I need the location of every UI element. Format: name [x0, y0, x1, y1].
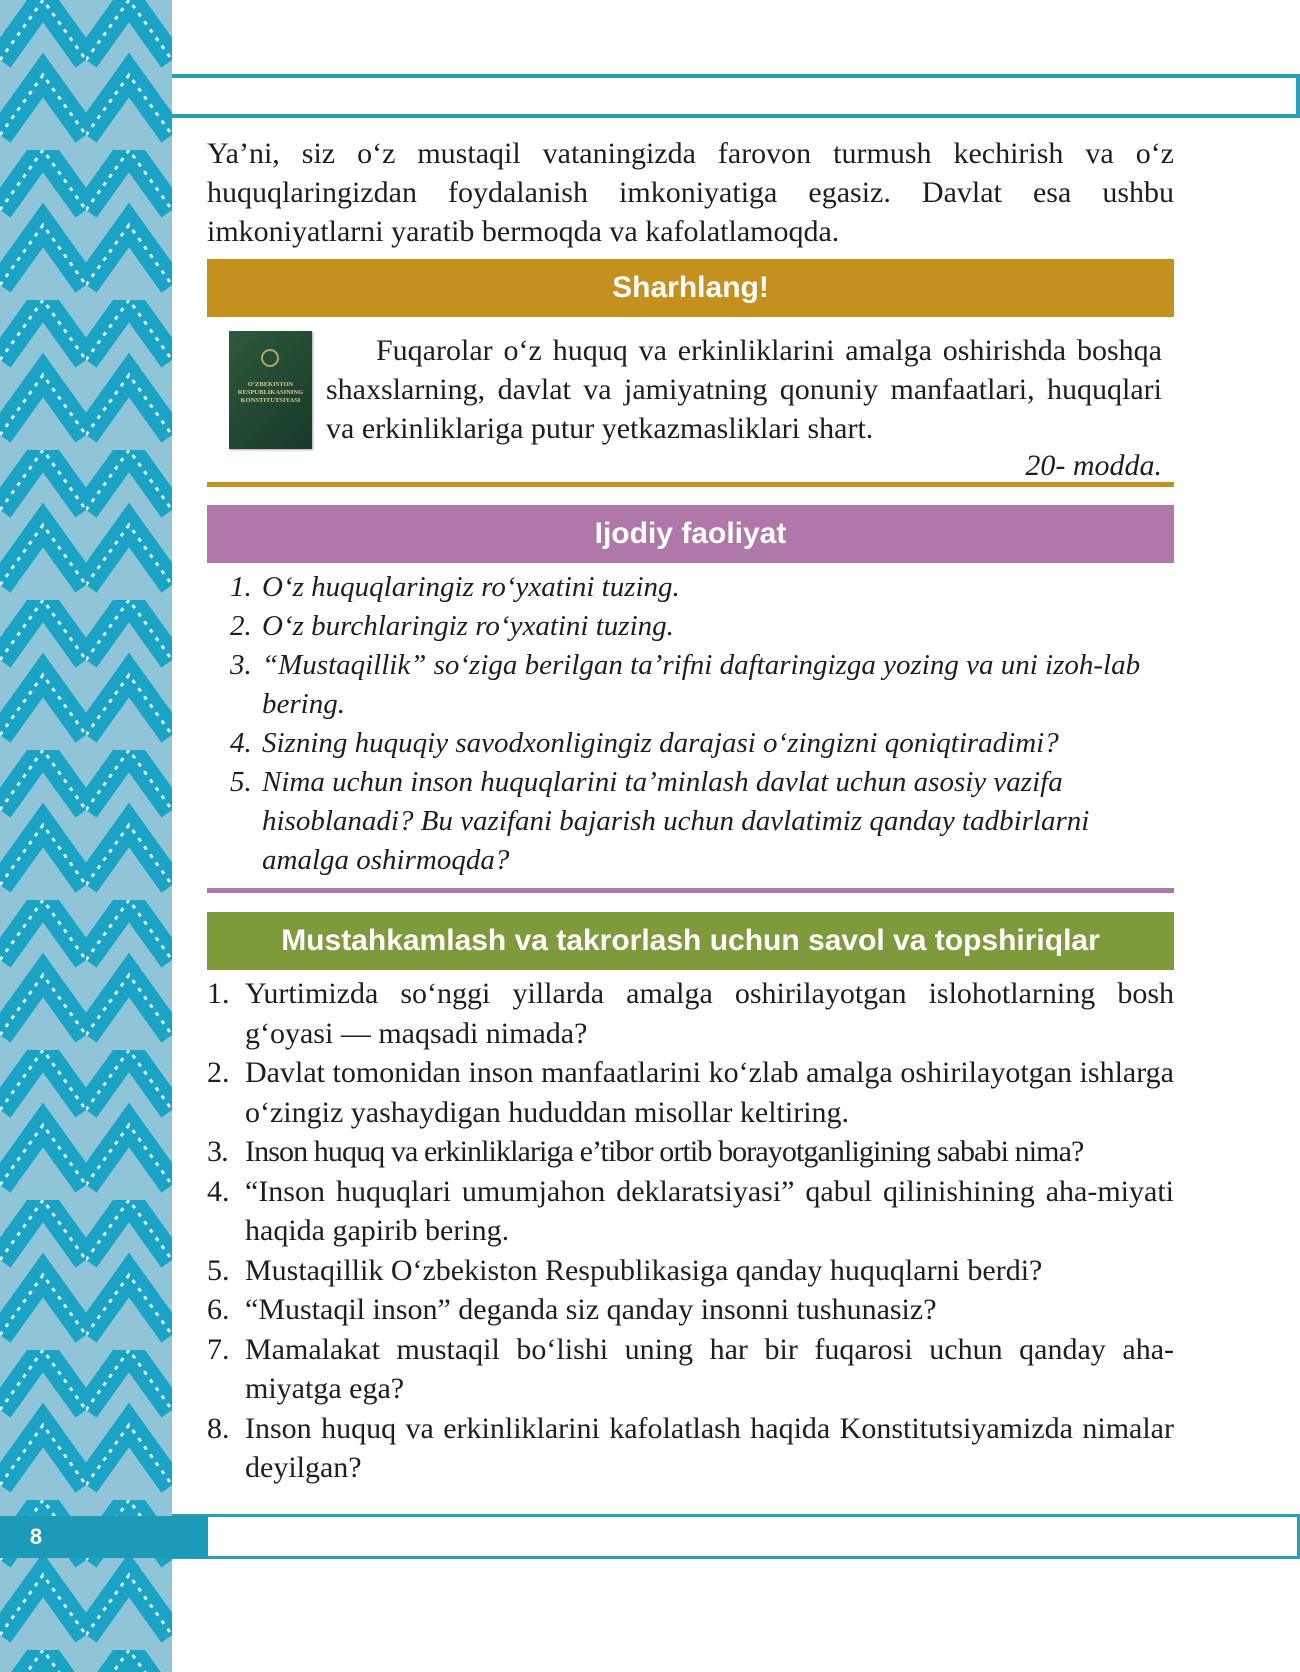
item-text: Davlat tomonidan inson manfaatlarini ko‘zlab amalga oshirilayotgan ishlarga o‘zingiz yashaydigan hududdan misollar keltiring. [245, 1056, 1174, 1129]
list-item [230, 646, 1154, 724]
item-number: 7. [207, 1332, 230, 1366]
header-rule-bottom [172, 114, 1300, 118]
item-number: 6. [207, 1293, 230, 1326]
quote-source: 20- modda. [1025, 449, 1162, 482]
side-ornament [0, 0, 172, 1672]
list-item [207, 1172, 1174, 1251]
item-number: 2. [230, 610, 252, 642]
header-rule-top [172, 74, 1300, 78]
list-item [207, 1251, 1174, 1291]
sharhlang-divider [207, 482, 1174, 487]
ijodiy-list [230, 568, 1154, 880]
item-text: Yurtimizda so‘nggi yillarda amalga oshirilayotgan islohotlarning bosh g‘oyasi — maqsadi nimada? [245, 977, 1174, 1050]
list-item [207, 1290, 1174, 1330]
book-cover-title: O‘ZBEKISTON RESPUBLIKASINING KONSTITUTSIYASI [237, 381, 304, 404]
item-text: O‘z burchlaringiz ro‘yxatini tuzing. [262, 610, 674, 642]
mustahkamlash-heading: Mustahkamlash va takrorlash uchun savol va topshiriqlar [207, 912, 1174, 970]
header-rule-right [1296, 74, 1300, 118]
sharhlang-heading: Sharhlang! [207, 259, 1174, 317]
item-number: 4. [230, 727, 252, 759]
item-number: 3. [230, 649, 252, 681]
list-item [207, 1132, 1174, 1172]
list-item [230, 724, 1154, 763]
list-item [207, 974, 1174, 1053]
item-text: Mamalakat mustaqil bo‘lishi uning har bir fuqarosi uchun qanday aha-miyatga ega? [245, 1332, 1174, 1405]
item-number: 3. [207, 1135, 228, 1168]
footer-rule-bottom [172, 1556, 1300, 1559]
list-item [230, 607, 1154, 646]
list-item [230, 763, 1154, 880]
item-text: Inson huquq va erkinliklarini kafolatlash haqida Konstitutsiyamizda nimalar deyilgan? [245, 1411, 1174, 1484]
state-emblem-icon [261, 349, 279, 367]
item-text: “Mustaqillik” so‘ziga berilgan ta’rifni daftaringizga yozing va uni izoh-lab bering. [262, 649, 1141, 720]
item-text: Nima uchun inson huquqlarini ta’minlash davlat uchun asosiy vazifa hisoblanadi? Bu vazifani bajarish uchun davlatimiz qanday tadbirlarni amalga oshirmoqda? [262, 766, 1090, 876]
item-text: Sizning huquqiy savodxonligingiz darajasi o‘zingizni qoniqtiradimi? [262, 727, 1059, 759]
constitution-quote: Fuqarolar o‘z huquq va erkinliklarini amalga oshirishda boshqa shaxslarning, davlat va jamiyatning qonuniy manfaatlari, huquqlari va erkinliklariga putur yetkazmasliklari shart. [326, 334, 1162, 445]
item-text: “Mustaqil inson” deganda siz qanday insonni tushunasiz? [245, 1293, 937, 1326]
footer-rule-top [172, 1514, 1300, 1517]
item-text: Inson huquq va erkinliklariga e’tibor ortib borayotganligining sababi nima? [245, 1135, 1084, 1168]
list-item [207, 1330, 1174, 1409]
item-text: Mustaqillik O‘zbekiston Respublikasiga qanday huquqlarni berdi? [245, 1253, 1043, 1287]
item-number: 2. [207, 1056, 230, 1089]
item-number: 4. [207, 1174, 230, 1208]
mustahkamlash-list [207, 974, 1174, 1488]
item-number: 1. [207, 977, 230, 1010]
list-item [207, 1053, 1174, 1132]
constitution-book-image [229, 331, 312, 449]
page-number: 8 [0, 1516, 208, 1558]
list-item [207, 1409, 1174, 1488]
ijodiy-divider [207, 888, 1174, 893]
item-number: 8. [207, 1411, 230, 1445]
ijodiy-heading: Ijodiy faoliyat [207, 505, 1174, 563]
item-text: O‘z huquqlaringiz ro‘yxatini tuzing. [262, 571, 680, 603]
item-number: 5. [207, 1253, 230, 1287]
list-item [230, 568, 1154, 607]
item-number: 1. [230, 571, 252, 603]
intro-paragraph: Ya’ni, siz o‘z mustaqil vataningizda farovon turmush kechirish va o‘z huquqlaringizdan foydalanish imkoniyatiga egasiz. Davlat esa ushbu imkoniyatlarni yaratib bermoqda va kafolatlamoqda. [207, 137, 1174, 248]
item-number: 5. [230, 766, 252, 798]
item-text: “Inson huquqlari umumjahon deklaratsiyasi” qabul qilinishining aha-miyati haqida gapirib bering. [245, 1174, 1174, 1247]
